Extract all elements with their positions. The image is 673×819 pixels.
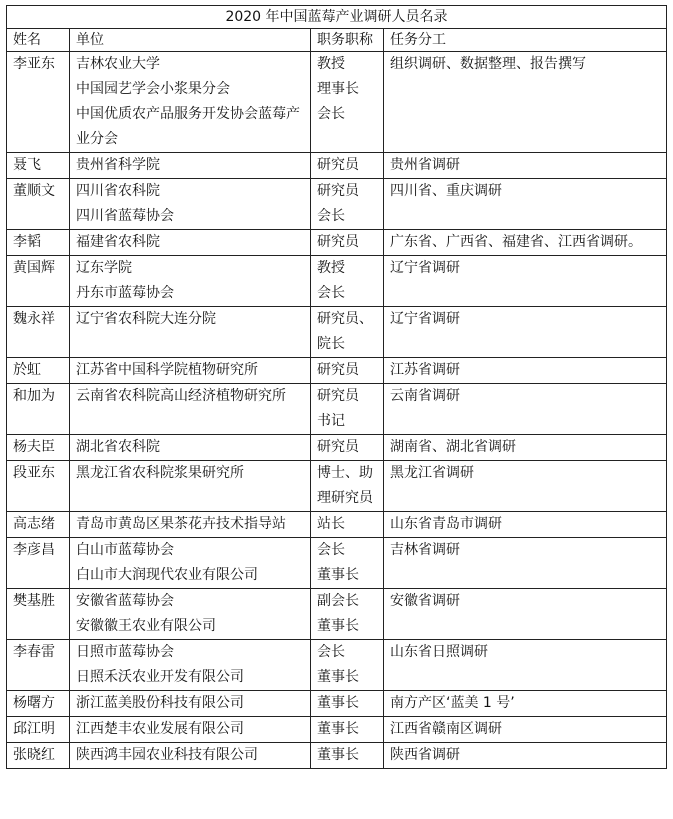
cell-task (384, 384, 667, 435)
cell-position (311, 538, 384, 589)
cell-position (311, 358, 384, 384)
position-line: 教授 (317, 260, 345, 276)
cell-name: 魏永祥 (7, 307, 70, 358)
position-line: 理事长 (317, 81, 359, 97)
position-line: 会长 (317, 106, 345, 122)
table-row (7, 52, 667, 153)
cell-name: 黄国辉 (7, 256, 70, 307)
unit-line: 白山市大润现代农业有限公司 (76, 567, 258, 583)
header-unit: 单位 (70, 29, 311, 52)
cell-position (311, 384, 384, 435)
table-title: 2020 年中国蓝莓产业调研人员名录 (7, 6, 667, 29)
unit-line: 贵州省科学院 (76, 157, 160, 173)
cell-task (384, 358, 667, 384)
cell-task (384, 256, 667, 307)
table-row (7, 589, 667, 640)
position-line: 研究员 (317, 234, 359, 250)
task-line: 山东省青岛市调研 (390, 516, 502, 532)
title-row (7, 6, 667, 29)
task-line: 贵州省调研 (390, 157, 460, 173)
unit-line: 四川省蓝莓协会 (76, 208, 174, 224)
personnel-table (6, 5, 667, 769)
header-task: 任务分工 (384, 29, 667, 52)
cell-unit (70, 230, 311, 256)
table-row (7, 691, 667, 717)
cell-position (311, 512, 384, 538)
task-line: 湖南省、湖北省调研 (390, 439, 516, 455)
unit-line: 丹东市蓝莓协会 (76, 285, 174, 301)
cell-position (311, 52, 384, 153)
cell-position (311, 717, 384, 743)
position-line: 董事长 (317, 669, 359, 685)
cell-unit (70, 743, 311, 769)
cell-task (384, 230, 667, 256)
position-line: 会长 (317, 542, 345, 558)
position-line: 研究员 (317, 362, 359, 378)
cell-task (384, 307, 667, 358)
cell-unit (70, 153, 311, 179)
cell-name: 杨曙方 (7, 691, 70, 717)
table-row (7, 717, 667, 743)
unit-line: 青岛市黄岛区果茶花卉技术指导站 (76, 516, 286, 532)
unit-line: 江西楚丰农业发展有限公司 (76, 721, 244, 737)
cell-unit (70, 461, 311, 512)
cell-name: 李韬 (7, 230, 70, 256)
task-line: 江苏省调研 (390, 362, 460, 378)
unit-line: 中国园艺学会小浆果分会 (76, 81, 230, 97)
position-line: 董事长 (317, 567, 359, 583)
cell-task (384, 52, 667, 153)
cell-position (311, 179, 384, 230)
cell-position (311, 743, 384, 769)
position-line: 研究员 (317, 183, 359, 199)
table-row (7, 743, 667, 769)
task-line: 广东省、广西省、福建省、江西省调研。 (390, 234, 642, 250)
cell-task (384, 743, 667, 769)
task-line: 组织调研、数据整理、报告撰写 (390, 56, 586, 72)
cell-name: 邱江明 (7, 717, 70, 743)
unit-line: 福建省农科院 (76, 234, 160, 250)
table-row (7, 179, 667, 230)
cell-position (311, 461, 384, 512)
table-row (7, 256, 667, 307)
cell-task (384, 153, 667, 179)
cell-unit (70, 512, 311, 538)
cell-unit (70, 640, 311, 691)
position-line: 站长 (317, 516, 345, 532)
cell-position (311, 640, 384, 691)
unit-line: 江苏省中国科学院植物研究所 (76, 362, 258, 378)
position-line: 董事长 (317, 695, 359, 711)
task-line: 江西省赣南区调研 (390, 721, 502, 737)
position-line: 书记 (317, 413, 345, 429)
table-row (7, 307, 667, 358)
unit-line: 安徽省蓝莓协会 (76, 593, 174, 609)
position-line: 研究员 (317, 439, 359, 455)
cell-unit (70, 358, 311, 384)
cell-unit (70, 691, 311, 717)
task-line: 安徽省调研 (390, 593, 460, 609)
position-line: 研究员、院长 (317, 311, 373, 352)
task-line: 陕西省调研 (390, 747, 460, 763)
cell-position (311, 153, 384, 179)
task-line: 四川省、重庆调研 (390, 183, 502, 199)
cell-name: 杨夫臣 (7, 435, 70, 461)
task-line: 云南省调研 (390, 388, 460, 404)
cell-unit (70, 179, 311, 230)
position-line: 会长 (317, 644, 345, 660)
position-line: 会长 (317, 208, 345, 224)
table-row (7, 640, 667, 691)
position-line: 教授 (317, 56, 345, 72)
position-line: 会长 (317, 285, 345, 301)
unit-line: 安徽徽王农业有限公司 (76, 618, 216, 634)
cell-task (384, 538, 667, 589)
header-name: 姓名 (7, 29, 70, 52)
cell-unit (70, 384, 311, 435)
cell-task (384, 717, 667, 743)
table-row (7, 461, 667, 512)
cell-task (384, 640, 667, 691)
cell-task (384, 691, 667, 717)
unit-line: 湖北省农科院 (76, 439, 160, 455)
unit-line: 云南省农科院高山经济植物研究所 (76, 388, 286, 404)
cell-name: 段亚东 (7, 461, 70, 512)
task-line: 南方产区‘蓝美 1 号’ (390, 695, 515, 711)
task-line: 辽宁省调研 (390, 260, 460, 276)
task-line: 黑龙江省调研 (390, 465, 474, 481)
cell-name: 李亚东 (7, 52, 70, 153)
cell-position (311, 691, 384, 717)
cell-name: 李彦昌 (7, 538, 70, 589)
cell-unit (70, 256, 311, 307)
cell-unit (70, 589, 311, 640)
unit-line: 中国优质农产品服务开发协会蓝莓产业分会 (76, 106, 300, 147)
unit-line: 浙江蓝美股份科技有限公司 (76, 695, 244, 711)
position-line: 博士、助理研究员 (317, 465, 373, 506)
cell-unit (70, 307, 311, 358)
position-line: 董事长 (317, 618, 359, 634)
cell-name: 於虹 (7, 358, 70, 384)
unit-line: 白山市蓝莓协会 (76, 542, 174, 558)
table-row (7, 384, 667, 435)
table-row (7, 538, 667, 589)
cell-task (384, 461, 667, 512)
header-position: 职务职称 (311, 29, 384, 52)
table-row (7, 358, 667, 384)
cell-unit (70, 717, 311, 743)
cell-unit (70, 435, 311, 461)
cell-name: 聂飞 (7, 153, 70, 179)
cell-name: 李春雷 (7, 640, 70, 691)
table-row (7, 435, 667, 461)
unit-line: 陕西鸿丰园农业科技有限公司 (76, 747, 258, 763)
position-line: 董事长 (317, 747, 359, 763)
cell-name: 樊基胜 (7, 589, 70, 640)
position-line: 董事长 (317, 721, 359, 737)
cell-task (384, 435, 667, 461)
task-line: 辽宁省调研 (390, 311, 460, 327)
cell-name: 和加为 (7, 384, 70, 435)
cell-position (311, 589, 384, 640)
position-line: 研究员 (317, 157, 359, 173)
unit-line: 吉林农业大学 (76, 56, 160, 72)
table-row (7, 512, 667, 538)
cell-position (311, 230, 384, 256)
cell-task (384, 179, 667, 230)
cell-task (384, 589, 667, 640)
task-line: 吉林省调研 (390, 542, 460, 558)
cell-name: 高志绪 (7, 512, 70, 538)
unit-line: 辽东学院 (76, 260, 132, 276)
task-line: 山东省日照调研 (390, 644, 488, 660)
unit-line: 黑龙江省农科院浆果研究所 (76, 465, 244, 481)
table-row (7, 153, 667, 179)
unit-line: 日照市蓝莓协会 (76, 644, 174, 660)
position-line: 研究员 (317, 388, 359, 404)
cell-unit (70, 52, 311, 153)
cell-task (384, 512, 667, 538)
cell-name: 张晓红 (7, 743, 70, 769)
cell-unit (70, 538, 311, 589)
unit-line: 日照禾沃农业开发有限公司 (76, 669, 244, 685)
cell-position (311, 256, 384, 307)
position-line: 副会长 (317, 593, 359, 609)
unit-line: 四川省农科院 (76, 183, 160, 199)
table-row (7, 230, 667, 256)
cell-position (311, 307, 384, 358)
header-row (7, 29, 667, 52)
unit-line: 辽宁省农科院大连分院 (76, 311, 216, 327)
cell-position (311, 435, 384, 461)
cell-name: 董顺文 (7, 179, 70, 230)
